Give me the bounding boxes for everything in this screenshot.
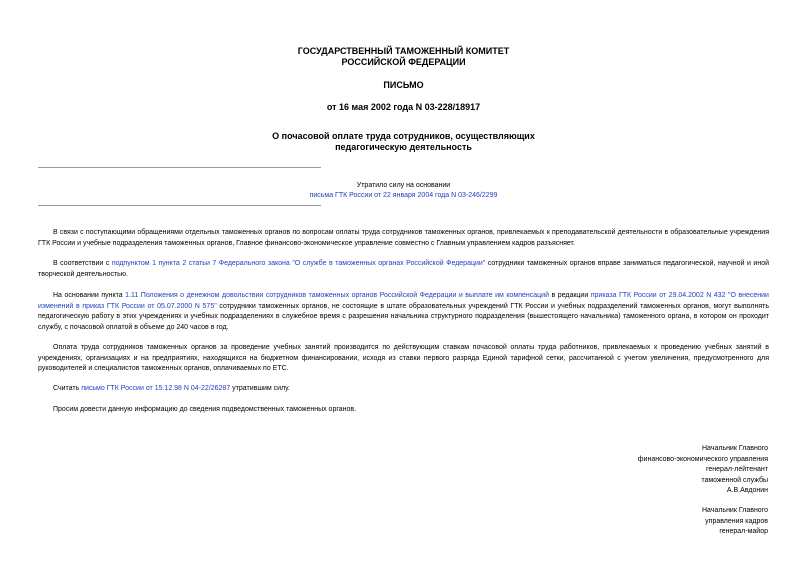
signature-name: А.В.Авдонин xyxy=(726,487,768,494)
signature-block-1 xyxy=(468,444,768,497)
paragraph-5: Считать письмо ГТК России от 15.12.98 N 04-22/26287 утратившим силу. xyxy=(53,385,290,392)
signature-line: генерал-майор xyxy=(719,528,768,535)
signature-line: Начальник Главного xyxy=(702,445,768,452)
signature-line: управления кадров xyxy=(705,517,768,525)
paragraph-2: В соответствии с подпунктом 1 пункта 2 статьи 7 Федерального закона "О службе в таможенных органах Российской Федерации" сотрудники таможенных органов вправе заниматься педагогической, научной и иной творческой деятельностью. xyxy=(38,260,769,278)
letter-link[interactable]: письмо ГТК России от 15.12.98 N 04-22/26287 xyxy=(81,385,231,392)
signature-block-2 xyxy=(468,506,768,538)
org-name-line2: РОССИЙСКОЙ ФЕДЕРАЦИИ xyxy=(341,57,466,67)
paragraph-4: Оплата труда сотрудников таможенных органов за проведение учебных занятий производится по действующим ставкам почасовой оплаты труда работников, привлекаемых к проведению учебных занятий в учреждениях, организациях и на предприятиях, находящихся на бюджетном финансировании, исходя из ставки первого разряда Единой тарифной сетки, рассчитанной с учетом увеличения, предусмотренного для руководителей и специалистов таможенных органов, оплачиваемых по ЕТС. xyxy=(38,344,769,372)
divider-top xyxy=(38,167,321,168)
law-link[interactable]: подпунктом 1 пункта 2 статьи 7 Федерального закона "О службе в таможенных органах Российской Федерации" xyxy=(111,260,486,267)
document-type: ПИСЬМО xyxy=(383,80,424,90)
order-link[interactable]: приказа ГТК России от 29.04.2002 N 432 "О внесении изменений в приказ ГТК России от 05.07.2000 N 575" xyxy=(38,292,769,310)
document-date-number: от 16 мая 2002 года N 03-228/18917 xyxy=(326,102,481,112)
regulation-link[interactable]: 1.11 Положения о денежном довольствии сотрудников таможенных органов Российской Федерации и выплате им компенсаций xyxy=(125,292,549,299)
signature-line: генерал-лейтенант xyxy=(706,466,768,473)
status-link[interactable]: письма ГТК России от 22 января 2004 года N 03-246/2299 xyxy=(309,192,498,199)
org-name-line1: ГОСУДАРСТВЕННЫЙ ТАМОЖЕННЫЙ КОМИТЕТ xyxy=(297,46,510,56)
paragraph-6: Просим довести данную информацию до сведения подведомственных таможенных органов. xyxy=(53,406,357,413)
signature-line: таможенной службы xyxy=(701,476,768,484)
paragraph-3: На основании пункта 1.11 Положения о денежном довольствии сотрудников таможенных органов Российской Федерации и выплате им компенсаций в редакции приказа ГТК России от 29.04.2002 N 432 "О внесении изменений в приказ ГТК России от 05.07.2000 N 575" сотрудники таможенных органов, не состоящие в штате образовательных учреждений ГТК России и учебных подразделений таможенных органов, могут выполнять педагогическую работу в этих учреждениях и учебных подразделениях в служебное время с разрешения начальника структурного подразделения (вышестоящего начальника) таможенного органа, в котором он проходит службу, с почасовой оплатой в объеме до 240 часов в год. xyxy=(38,292,769,331)
paragraph-1: В связи с поступающими обращениями отдельных таможенных органов по вопросам оплаты труда сотрудников таможенных органов, привлекаемых к преподавательской деятельности в образовательные учреждения ГТК России и учебные подразделения таможенных органов, Главное финансово-экономическое управление совместно с Главным управлением кадров разъясняет. xyxy=(38,229,769,247)
divider-bottom xyxy=(38,205,321,206)
document-subject-line2: педагогическую деятельность xyxy=(335,142,472,152)
signature-line: финансово-экономического управления xyxy=(637,455,768,463)
signature-line: Начальник Главного xyxy=(702,507,768,514)
status-note: Утратило силу на основании xyxy=(356,182,451,189)
document-subject-line1: О почасовой оплате труда сотрудников, осуществляющих xyxy=(272,131,535,141)
